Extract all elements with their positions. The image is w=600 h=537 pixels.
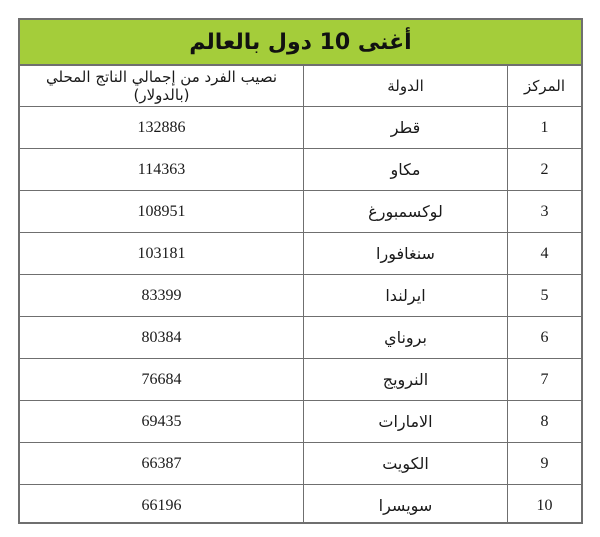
rank-cell: 1 [508,107,582,149]
gdp-cell: 80384 [20,317,304,359]
rank-cell: 10 [508,485,582,525]
rank-cell: 4 [508,233,582,275]
rank-cell: 2 [508,149,582,191]
country-cell: الامارات [304,401,508,443]
rank-cell: 8 [508,401,582,443]
gdp-cell: 69435 [20,401,304,443]
gdp-cell: 66387 [20,443,304,485]
header-country: الدولة [304,66,508,107]
country-cell: سنغافورا [304,233,508,275]
rank-cell: 7 [508,359,582,401]
rank-cell: 6 [508,317,582,359]
country-cell: ايرلندا [304,275,508,317]
gdp-cell: 83399 [20,275,304,317]
gdp-cell: 66196 [20,485,304,525]
gdp-cell: 76684 [20,359,304,401]
gdp-cell: 132886 [20,107,304,149]
country-cell: النرويج [304,359,508,401]
country-cell: الكويت [304,443,508,485]
table-row [20,359,581,401]
rank-cell: 3 [508,191,582,233]
rankings-table [20,66,581,524]
country-cell: قطر [304,107,508,149]
table-title-bar [20,20,581,66]
table-row [20,233,581,275]
gdp-cell: 103181 [20,233,304,275]
gdp-cell: 114363 [20,149,304,191]
header-gdp: نصيب الفرد من إجمالي الناتج المحلي (بالدولار) [20,66,304,107]
table-title: أغنى 10 دول بالعالم [189,29,412,55]
table-row [20,275,581,317]
table-row [20,485,581,525]
country-cell: لوكسمبورغ [304,191,508,233]
rank-cell: 5 [508,275,582,317]
table-row [20,149,581,191]
country-cell: مكاو [304,149,508,191]
table-row [20,401,581,443]
table-row [20,191,581,233]
table-row [20,107,581,149]
header-rank: المركز [508,66,582,107]
gdp-cell: 108951 [20,191,304,233]
country-cell: بروناي [304,317,508,359]
header-row [20,66,581,107]
country-cell: سويسرا [304,485,508,525]
rank-cell: 9 [508,443,582,485]
rankings-table-frame [18,18,583,524]
table-row [20,443,581,485]
table-row [20,317,581,359]
